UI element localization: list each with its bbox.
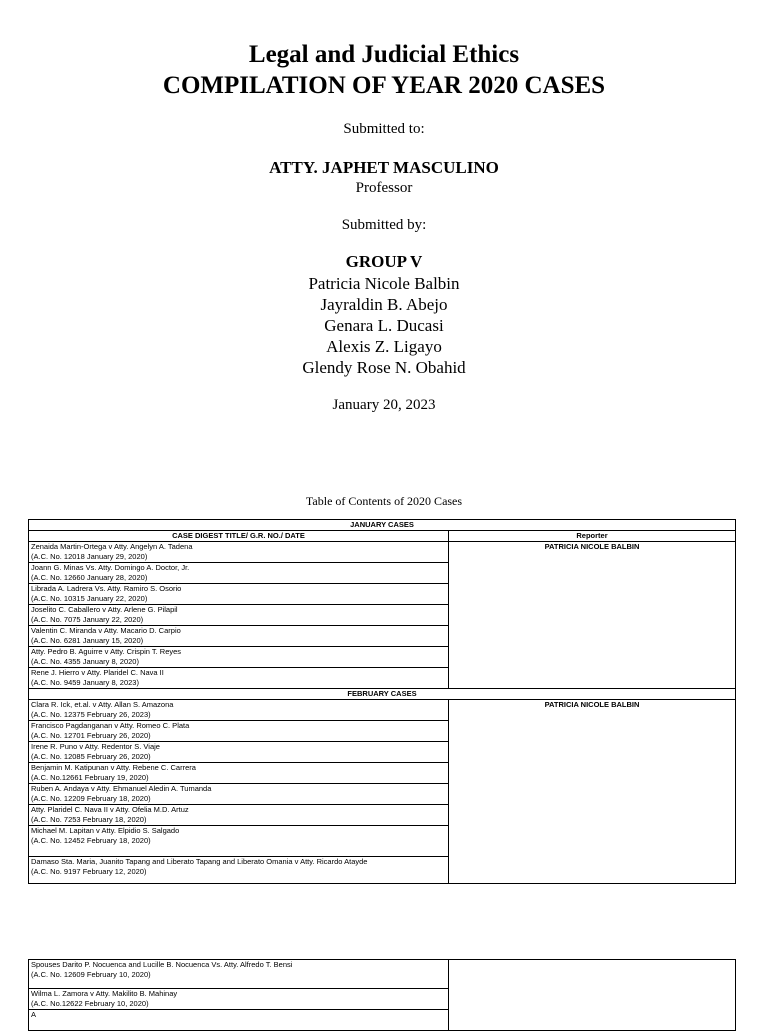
- case-title: Joann G. Minas Vs. Atty. Domingo A. Doctor, Jr.: [31, 563, 190, 572]
- case-title: Clara R. Ick, et.al. v Atty. Allan S. Amazona: [31, 700, 174, 709]
- case-ref: (A.C. No. 10315 January 22, 2020): [31, 594, 148, 603]
- case-ref: (A.C. No. 7253 February 18, 2020): [31, 815, 147, 824]
- case-ref: (A.C. No. 12375 February 26, 2023): [31, 710, 151, 719]
- case-title: Joselito C. Caballero v Atty. Arlene G. Pilapil: [31, 605, 178, 614]
- case-cell: [29, 989, 449, 1010]
- column-case-title: CASE DIGEST TITLE/ G.R. NO./ DATE: [29, 531, 449, 542]
- case-cell: [29, 784, 449, 805]
- case-cell: [29, 647, 449, 668]
- group-name: GROUP V: [345, 252, 423, 271]
- case-title: Damaso Sta. Maria, Juanito Tapang and Liberato Tapang and Liberato Omania v Atty. Ricardo Atayde: [31, 857, 368, 866]
- case-ref: (A.C. No. 12701 February 26, 2020): [31, 731, 151, 740]
- case-ref: (A.C. No.12622 February 10, 2020): [31, 999, 149, 1008]
- professor-role: Professor: [355, 180, 413, 196]
- table-row: [29, 960, 736, 989]
- january-cases-header: JANUARY CASES: [29, 520, 736, 531]
- case-title: Irene R. Puno v Atty. Redentor S. Viaje: [31, 742, 160, 751]
- table-row: [29, 700, 736, 721]
- member-name: Jayraldin B. Abejo: [320, 295, 448, 314]
- case-title: A: [31, 1010, 37, 1019]
- member-name: Glendy Rose N. Obahid: [302, 358, 466, 377]
- case-cell: [29, 763, 449, 784]
- case-title: Michael M. Lapitan v Atty. Elpidio S. Salgado: [31, 826, 180, 835]
- continued-reporter: [449, 960, 736, 1031]
- case-cell: [29, 742, 449, 763]
- toc-title: Table of Contents of 2020 Cases: [305, 494, 463, 508]
- case-ref: (A.C. No. 7075 January 22, 2020): [31, 615, 144, 624]
- case-ref: (A.C. No. 12660 January 28, 2020): [31, 573, 148, 582]
- case-cell: [29, 857, 449, 884]
- case-cell: [29, 668, 449, 689]
- case-cell: [29, 1010, 449, 1031]
- case-cell: [29, 584, 449, 605]
- case-ref: (A.C. No. 12209 February 18, 2020): [31, 794, 151, 803]
- case-title: Benjamin M. Katipunan v Atty. Rebene C. Carrera: [31, 763, 196, 772]
- member-name: Genara L. Ducasi: [324, 316, 444, 335]
- submitted-by-label: Submitted by:: [341, 217, 427, 233]
- table-row: [29, 542, 736, 563]
- submitted-to-label: Submitted to:: [343, 121, 425, 137]
- course-title: Legal and Judicial Ethics: [248, 41, 520, 68]
- case-ref: (A.C. No. 6281 January 15, 2020): [31, 636, 144, 645]
- case-title: Spouses Darito P. Nocuenca and Lucille B. Nocuenca Vs. Atty. Alfredo T. Bensi: [31, 960, 293, 969]
- case-title: Wilma L. Zamora v Atty. Makilito B. Mahinay: [31, 989, 178, 998]
- case-ref: (A.C. No. 4355 January 8, 2020): [31, 657, 139, 666]
- february-cases-header: FEBRUARY CASES: [29, 689, 736, 700]
- case-cell: [29, 542, 449, 563]
- case-ref: (A.C. No. 12609 February 10, 2020): [31, 970, 151, 979]
- case-cell: [29, 700, 449, 721]
- case-title: Francisco Pagdanganan v Atty. Romeo C. Plata: [31, 721, 190, 730]
- case-title: Zenaida Martin-Ortega v Atty. Angelyn A. Tadena: [31, 542, 193, 551]
- case-title: Valentin C. Miranda v Atty. Macario D. Carpio: [31, 626, 181, 635]
- case-title: Ruben A. Andaya v Atty. Ehmanuel Aledin A. Tumanda: [31, 784, 212, 793]
- toc-table: [28, 519, 736, 884]
- case-title: Atty. Pedro B. Aguirre v Atty. Crispin T. Reyes: [31, 647, 182, 656]
- compilation-title: COMPILATION OF YEAR 2020 CASES: [162, 72, 606, 99]
- case-title: Librada A. Ladrera Vs. Atty. Ramiro S. Osorio: [31, 584, 182, 593]
- january-reporter: PATRICIA NICOLE BALBIN: [449, 542, 736, 689]
- case-title: Atty. Plaridel C. Nava II v Atty. Ofelia M.D. Artuz: [31, 805, 189, 814]
- case-cell: [29, 626, 449, 647]
- case-ref: (A.C. No. 12018 January 29, 2020): [31, 552, 148, 561]
- column-reporter: Reporter: [449, 531, 736, 542]
- case-cell: [29, 721, 449, 742]
- case-cell: [29, 563, 449, 584]
- case-ref: (A.C. No. 12085 February 26, 2020): [31, 752, 151, 761]
- case-ref: (A.C. No. 9459 January 8, 2023): [31, 678, 139, 687]
- case-cell: [29, 805, 449, 826]
- member-name: Alexis Z. Ligayo: [326, 337, 442, 356]
- february-reporter: PATRICIA NICOLE BALBIN: [449, 700, 736, 884]
- case-ref: (A.C. No.12661 February 19, 2020): [31, 773, 149, 782]
- case-ref: (A.C. No. 12452 February 18, 2020): [31, 836, 151, 845]
- toc-table-continued: [28, 959, 736, 1031]
- case-cell: [29, 826, 449, 857]
- case-cell: [29, 605, 449, 626]
- case-ref: (A.C. No. 9197 February 12, 2020): [31, 867, 147, 876]
- member-name: Patricia Nicole Balbin: [308, 274, 460, 293]
- case-cell: [29, 960, 449, 989]
- case-title: Rene J. Hierro v Atty. Plaridel C. Nava II: [31, 668, 164, 677]
- professor-name: ATTY. JAPHET MASCULINO: [269, 158, 499, 177]
- submission-date: January 20, 2023: [332, 397, 436, 413]
